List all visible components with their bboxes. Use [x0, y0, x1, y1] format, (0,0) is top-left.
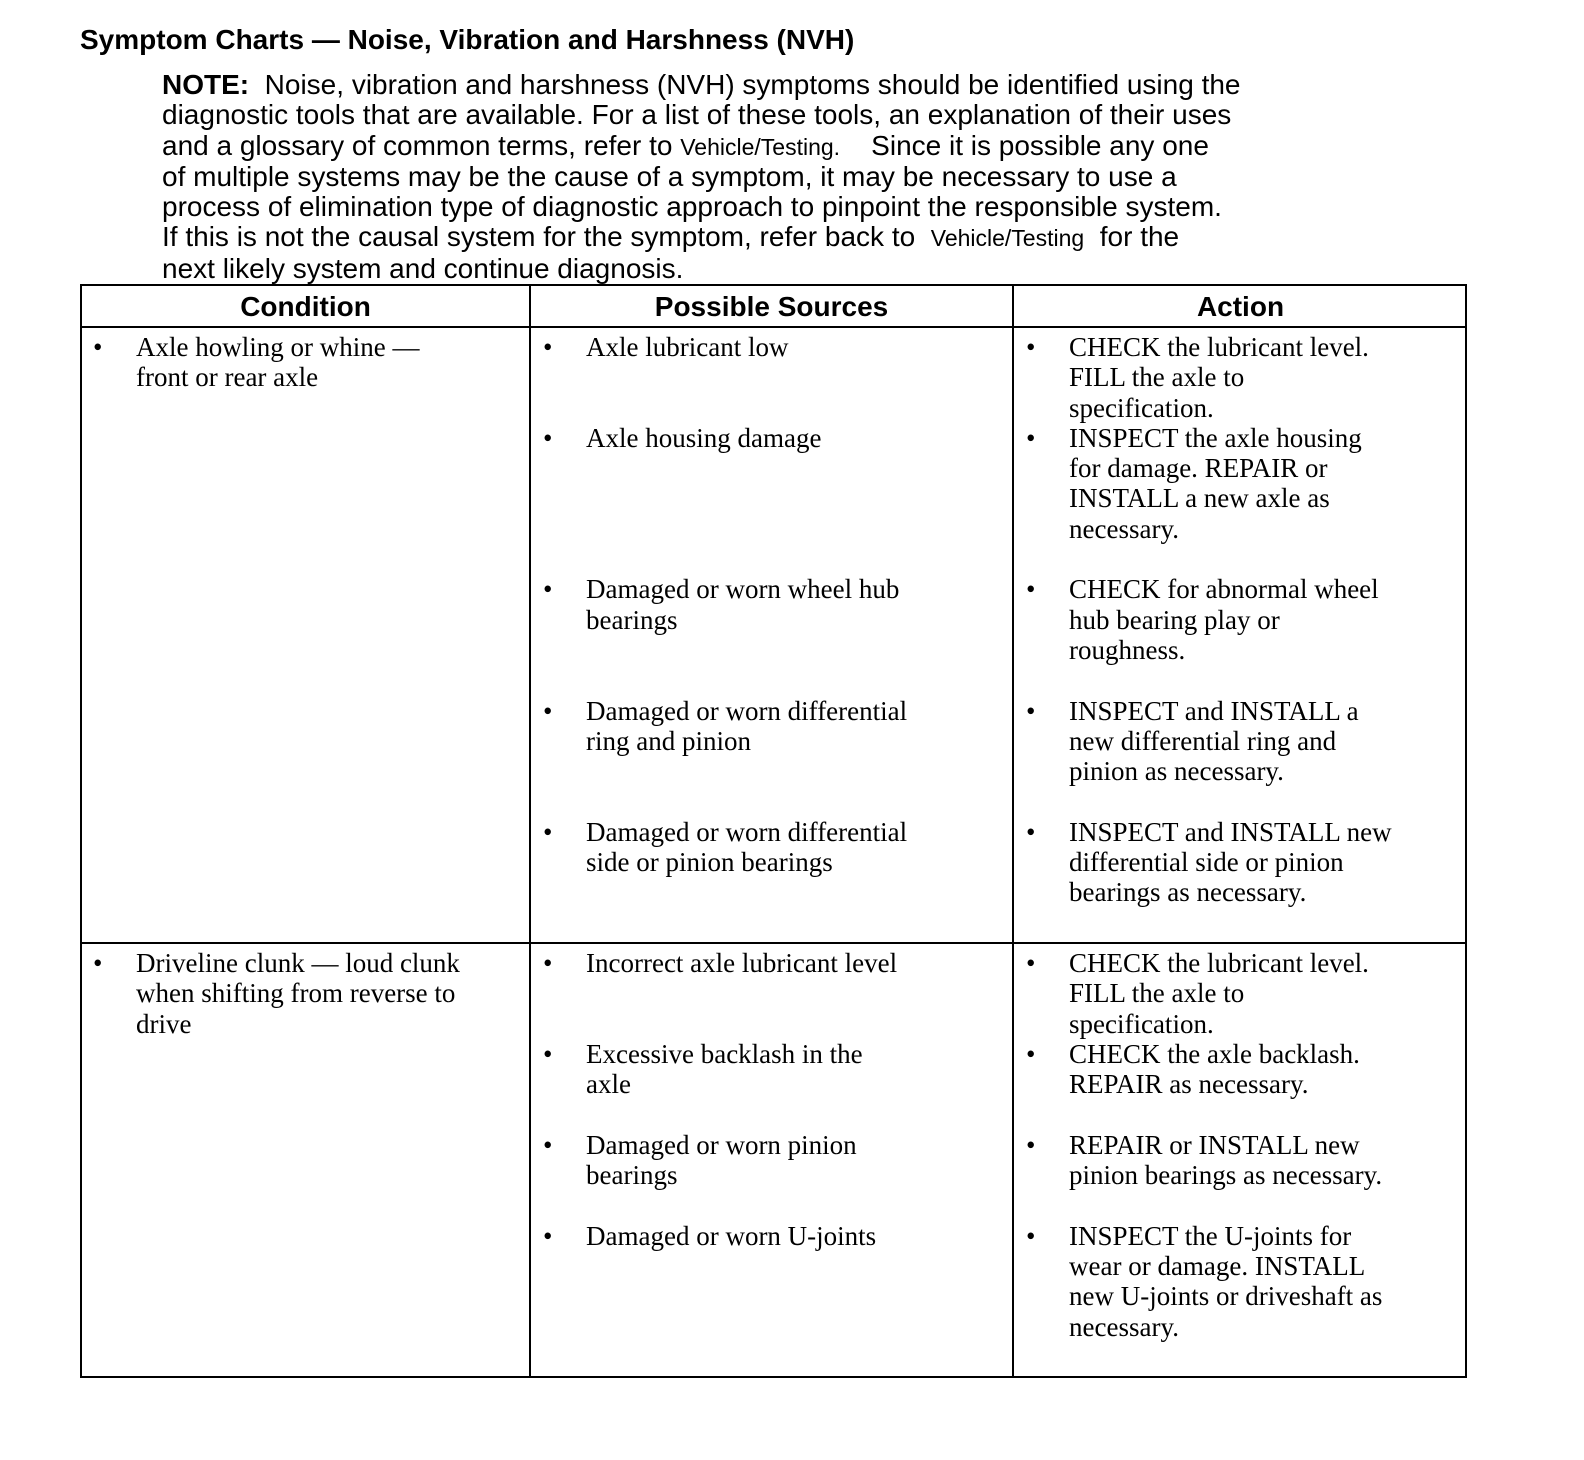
action-item: [1069, 574, 1379, 665]
bullet-marker: •: [543, 332, 553, 362]
source-item-line: Damaged or worn differential: [586, 816, 908, 847]
bullet-marker: •: [1026, 1220, 1036, 1251]
bullet-marker: •: [543, 1038, 553, 1069]
symptom-table: [80, 284, 1467, 1378]
action-item-line: new U-joints or driveshaft as: [1069, 1281, 1383, 1312]
bullet-marker: •: [93, 332, 103, 362]
action-item-line: necessary.: [1069, 1311, 1179, 1342]
header-condition: Condition: [240, 291, 371, 322]
action-item-line: CHECK the lubricant level.: [1069, 948, 1369, 978]
source-item-line: Damaged or worn pinion: [586, 1129, 857, 1160]
note-line: of multiple systems may be the cause of a symptom, it may be necessary to use a: [162, 160, 1177, 192]
vehicle-testing-reference: Vehicle/Testing: [930, 225, 1085, 252]
source-item-line: Axle housing damage: [586, 422, 822, 453]
bullet-marker: •: [543, 948, 553, 978]
row-divider: [82, 942, 1465, 944]
action-item-line: bearings as necessary.: [1069, 877, 1307, 908]
bullet-marker: •: [543, 1129, 553, 1160]
action-item-line: INSPECT the axle housing: [1069, 422, 1362, 453]
action-item-line: REPAIR as necessary.: [1069, 1069, 1309, 1100]
action-item-line: new differential ring and: [1069, 725, 1337, 756]
header-action: Action: [1196, 291, 1285, 322]
action-item: [1069, 948, 1369, 1039]
source-item-line: bearings: [586, 604, 678, 635]
source-item: [586, 948, 897, 978]
action-item-line: wear or damage. INSTALL: [1069, 1250, 1366, 1281]
source-item: [586, 1039, 863, 1100]
bullet-marker: •: [543, 1220, 553, 1251]
page-title: Symptom Charts — Noise, Vibration and Harshness (NVH): [80, 24, 855, 55]
condition-item-line: when shifting from reverse to: [136, 978, 456, 1009]
source-item-line: Damaged or worn differential: [586, 695, 908, 726]
condition-item-line: drive: [136, 1008, 192, 1039]
bullet-marker: •: [1026, 1038, 1036, 1069]
action-item-line: roughness.: [1069, 634, 1186, 665]
note-text: for the: [1099, 221, 1180, 253]
source-item-line: Damaged or worn U-joints: [586, 1220, 877, 1251]
note-line: next likely system and continue diagnosis.: [162, 252, 684, 284]
action-item-line: hub bearing play or: [1069, 604, 1280, 635]
note-label: NOTE:: [162, 69, 250, 100]
action-item: [1069, 696, 1359, 787]
action-item-line: pinion bearings as necessary.: [1069, 1160, 1383, 1191]
source-item: [586, 1130, 857, 1191]
action-item-line: INSPECT and INSTALL new: [1069, 816, 1392, 847]
condition-item-line: Driveline clunk — loud clunk: [136, 948, 460, 978]
header-possible-sources: Possible Sources: [654, 291, 889, 322]
condition-item: [136, 948, 460, 1039]
action-item-line: pinion as necessary.: [1069, 756, 1284, 787]
source-item-line: Excessive backlash in the: [586, 1038, 863, 1069]
action-item-line: for damage. REPAIR or: [1069, 453, 1328, 484]
action-item-line: FILL the axle to: [1069, 978, 1245, 1009]
action-item-line: necessary.: [1069, 513, 1179, 544]
source-item-line: axle: [586, 1069, 631, 1100]
note-text: and a glossary of common terms, refer to: [162, 129, 673, 161]
action-item-line: FILL the axle to: [1069, 362, 1245, 393]
action-item-line: CHECK for abnormal wheel: [1069, 574, 1379, 605]
action-item-line: CHECK the axle backlash.: [1069, 1038, 1360, 1069]
source-item: [586, 696, 907, 757]
source-item: [586, 817, 907, 878]
note-line: [162, 131, 1372, 162]
bullet-marker: •: [1026, 574, 1036, 605]
note-line: [162, 222, 1372, 253]
action-item-line: INSPECT and INSTALL a: [1069, 695, 1359, 726]
source-item: [586, 423, 821, 453]
action-item-line: differential side or pinion: [1069, 847, 1344, 878]
bullet-marker: •: [1026, 422, 1036, 453]
bullet-marker: •: [1026, 1129, 1036, 1160]
source-item-line: Axle lubricant low: [586, 332, 789, 362]
action-item-line: REPAIR or INSTALL new: [1069, 1129, 1360, 1160]
bullet-marker: •: [543, 816, 553, 847]
source-item-line: ring and pinion: [586, 725, 751, 756]
column-divider: [529, 286, 531, 1376]
action-item-line: CHECK the lubricant level.: [1069, 332, 1369, 362]
source-item-line: bearings: [586, 1160, 678, 1191]
action-item: [1069, 423, 1362, 544]
action-item-line: specification.: [1069, 392, 1214, 423]
note-text: Since it is possible any one: [871, 129, 1209, 161]
action-item-line: INSPECT the U-joints for: [1069, 1220, 1352, 1251]
bullet-marker: •: [1026, 695, 1036, 726]
action-item: [1069, 1039, 1360, 1100]
note-line: process of elimination type of diagnostic approach to pinpoint the responsible system.: [162, 191, 1222, 223]
condition-item: [136, 332, 419, 393]
action-item: [1069, 817, 1392, 908]
source-item-line: side or pinion bearings: [586, 847, 833, 878]
source-item-line: Damaged or worn wheel hub: [586, 574, 900, 605]
note-line: diagnostic tools that are available. For a list of these tools, an explanation of their uses: [162, 99, 1232, 131]
vehicle-testing-reference: Vehicle/Testing.: [680, 133, 841, 160]
action-item-line: specification.: [1069, 1008, 1214, 1039]
source-item-line: Incorrect axle lubricant level: [586, 948, 898, 978]
bullet-marker: •: [543, 422, 553, 453]
bullet-marker: •: [1026, 816, 1036, 847]
action-item-line: INSTALL a new axle as: [1069, 483, 1330, 514]
note-text: Noise, vibration and harshness (NVH) symptoms should be identified using the: [264, 69, 1241, 100]
action-item: [1069, 1221, 1382, 1342]
note-line: [162, 70, 1372, 100]
source-item: [586, 332, 788, 362]
bullet-marker: •: [1026, 332, 1036, 362]
source-item: [586, 1221, 876, 1251]
source-item: [586, 574, 899, 635]
action-item: [1069, 332, 1369, 423]
bullet-marker: •: [543, 695, 553, 726]
note-text: If this is not the causal system for the symptom, refer back to: [162, 221, 916, 253]
condition-item-line: Axle howling or whine —: [136, 332, 420, 362]
bullet-marker: •: [93, 948, 103, 978]
column-divider: [1012, 286, 1014, 1376]
action-item: [1069, 1130, 1382, 1191]
bullet-marker: •: [543, 574, 553, 605]
bullet-marker: •: [1026, 948, 1036, 978]
condition-item-line: front or rear axle: [136, 362, 319, 393]
note-paragraph: [162, 70, 1372, 284]
